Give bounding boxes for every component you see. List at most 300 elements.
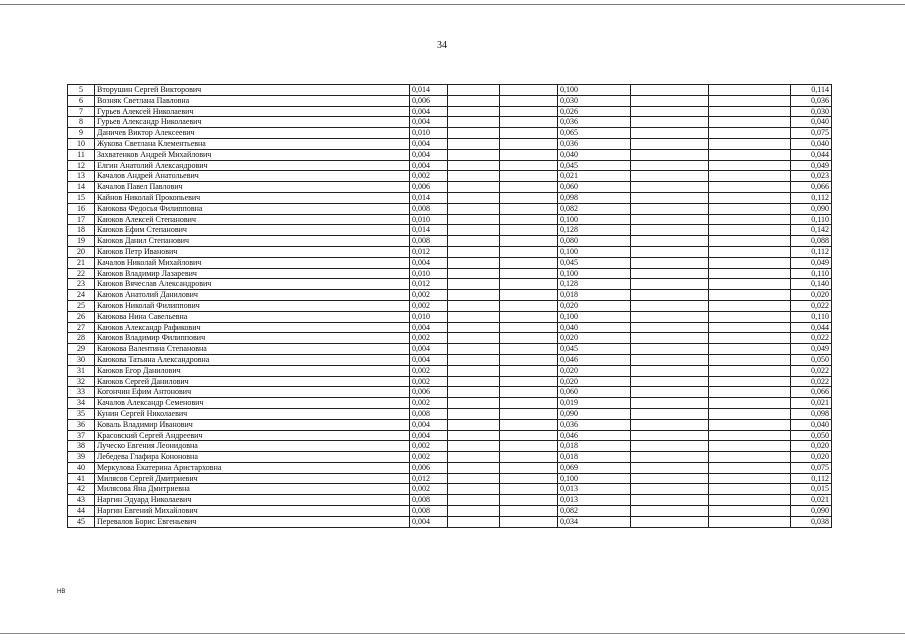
- empty-cell: [448, 236, 500, 247]
- table-row: [68, 160, 832, 171]
- share-b-cell: 0,021: [558, 171, 631, 182]
- share-a-cell: 0,004: [410, 149, 448, 160]
- owner-name-cell: Гурьев Алексей Николаевич: [95, 106, 410, 117]
- total-share-cell: 0,022: [791, 333, 832, 344]
- empty-cell: [631, 354, 709, 365]
- empty-cell: [631, 473, 709, 484]
- empty-cell: [631, 182, 709, 193]
- share-b-cell: 0,082: [558, 203, 631, 214]
- share-b-cell: 0,100: [558, 473, 631, 484]
- empty-cell: [709, 128, 791, 139]
- row-number-cell: 41: [68, 473, 95, 484]
- row-number-cell: 14: [68, 182, 95, 193]
- table-row: [68, 376, 832, 387]
- owner-name-cell: Кайнов Николай Прокопьевич: [95, 192, 410, 203]
- table-row: [68, 322, 832, 333]
- share-b-cell: 0,090: [558, 408, 631, 419]
- empty-cell: [709, 225, 791, 236]
- empty-cell: [631, 138, 709, 149]
- empty-cell: [709, 171, 791, 182]
- share-b-cell: 0,065: [558, 128, 631, 139]
- total-share-cell: 0,022: [791, 365, 832, 376]
- owner-name-cell: Каюкова Валентина Степановна: [95, 344, 410, 355]
- share-a-cell: 0,004: [410, 419, 448, 430]
- table-row: [68, 311, 832, 322]
- total-share-cell: 0,098: [791, 408, 832, 419]
- empty-cell: [709, 506, 791, 517]
- owner-name-cell: Качалов Александр Семенович: [95, 398, 410, 409]
- empty-cell: [631, 506, 709, 517]
- share-b-cell: 0,046: [558, 430, 631, 441]
- share-b-cell: 0,080: [558, 236, 631, 247]
- row-number-cell: 6: [68, 95, 95, 106]
- row-number-cell: 5: [68, 85, 95, 96]
- row-number-cell: 20: [68, 246, 95, 257]
- empty-cell: [709, 160, 791, 171]
- empty-cell: [448, 430, 500, 441]
- empty-cell: [631, 106, 709, 117]
- empty-cell: [448, 344, 500, 355]
- empty-cell: [709, 441, 791, 452]
- row-number-cell: 22: [68, 268, 95, 279]
- empty-cell: [631, 214, 709, 225]
- total-share-cell: 0,021: [791, 495, 832, 506]
- empty-cell: [500, 192, 558, 203]
- table-row: [68, 171, 832, 182]
- table-row: [68, 268, 832, 279]
- empty-cell: [631, 452, 709, 463]
- owner-name-cell: Качалов Николай Михайлович: [95, 257, 410, 268]
- share-a-cell: 0,002: [410, 333, 448, 344]
- register-table: [67, 84, 832, 528]
- total-share-cell: 0,030: [791, 106, 832, 117]
- table-row: [68, 452, 832, 463]
- table-row: [68, 516, 832, 527]
- empty-cell: [500, 506, 558, 517]
- row-number-cell: 30: [68, 354, 95, 365]
- share-a-cell: 0,004: [410, 354, 448, 365]
- share-a-cell: 0,006: [410, 182, 448, 193]
- empty-cell: [631, 225, 709, 236]
- share-b-cell: 0,036: [558, 419, 631, 430]
- empty-cell: [448, 160, 500, 171]
- empty-cell: [500, 149, 558, 160]
- empty-cell: [448, 408, 500, 419]
- share-a-cell: 0,002: [410, 452, 448, 463]
- share-b-cell: 0,040: [558, 322, 631, 333]
- empty-cell: [500, 257, 558, 268]
- empty-cell: [448, 376, 500, 387]
- empty-cell: [709, 311, 791, 322]
- row-number-cell: 13: [68, 171, 95, 182]
- owner-name-cell: Меркулова Екатерина Аристарховна: [95, 462, 410, 473]
- row-number-cell: 8: [68, 117, 95, 128]
- owner-name-cell: Каюкова Татьяна Александровна: [95, 354, 410, 365]
- empty-cell: [631, 203, 709, 214]
- share-b-cell: 0,034: [558, 516, 631, 527]
- table-row: [68, 419, 832, 430]
- share-a-cell: 0,008: [410, 236, 448, 247]
- table-row: [68, 214, 832, 225]
- table-row: [68, 290, 832, 301]
- empty-cell: [448, 106, 500, 117]
- total-share-cell: 0,112: [791, 192, 832, 203]
- empty-cell: [709, 322, 791, 333]
- share-b-cell: 0,060: [558, 182, 631, 193]
- owner-name-cell: Вторушин Сергей Викторович: [95, 85, 410, 96]
- empty-cell: [709, 268, 791, 279]
- table-row: [68, 85, 832, 96]
- empty-cell: [709, 192, 791, 203]
- empty-cell: [709, 333, 791, 344]
- share-b-cell: 0,082: [558, 506, 631, 517]
- share-b-cell: 0,128: [558, 279, 631, 290]
- empty-cell: [500, 225, 558, 236]
- empty-cell: [709, 246, 791, 257]
- table-row: [68, 117, 832, 128]
- empty-cell: [631, 290, 709, 301]
- empty-cell: [500, 484, 558, 495]
- total-share-cell: 0,040: [791, 138, 832, 149]
- row-number-cell: 10: [68, 138, 95, 149]
- empty-cell: [709, 516, 791, 527]
- owner-name-cell: Каюков Владимир Филиппович: [95, 333, 410, 344]
- total-share-cell: 0,075: [791, 462, 832, 473]
- table-row: [68, 106, 832, 117]
- share-b-cell: 0,013: [558, 495, 631, 506]
- empty-cell: [448, 452, 500, 463]
- share-b-cell: 0,036: [558, 138, 631, 149]
- total-share-cell: 0,020: [791, 452, 832, 463]
- owner-name-cell: Каюков Анатолий Данилович: [95, 290, 410, 301]
- row-number-cell: 17: [68, 214, 95, 225]
- empty-cell: [500, 408, 558, 419]
- empty-cell: [500, 354, 558, 365]
- share-b-cell: 0,100: [558, 214, 631, 225]
- empty-cell: [709, 106, 791, 117]
- total-share-cell: 0,112: [791, 473, 832, 484]
- empty-cell: [500, 473, 558, 484]
- empty-cell: [500, 452, 558, 463]
- empty-cell: [500, 268, 558, 279]
- row-number-cell: 12: [68, 160, 95, 171]
- table-row: [68, 95, 832, 106]
- empty-cell: [631, 387, 709, 398]
- empty-cell: [631, 322, 709, 333]
- empty-cell: [448, 462, 500, 473]
- empty-cell: [500, 246, 558, 257]
- total-share-cell: 0,020: [791, 290, 832, 301]
- owner-name-cell: Гурьев Александр Николаевич: [95, 117, 410, 128]
- empty-cell: [709, 182, 791, 193]
- empty-cell: [448, 171, 500, 182]
- empty-cell: [500, 495, 558, 506]
- total-share-cell: 0,090: [791, 203, 832, 214]
- row-number-cell: 35: [68, 408, 95, 419]
- share-b-cell: 0,040: [558, 149, 631, 160]
- empty-cell: [448, 192, 500, 203]
- total-share-cell: 0,088: [791, 236, 832, 247]
- empty-cell: [500, 516, 558, 527]
- empty-cell: [631, 128, 709, 139]
- empty-cell: [500, 85, 558, 96]
- total-share-cell: 0,110: [791, 311, 832, 322]
- total-share-cell: 0,090: [791, 506, 832, 517]
- empty-cell: [500, 182, 558, 193]
- owner-name-cell: Елгин Анатолий Александрович: [95, 160, 410, 171]
- empty-cell: [448, 473, 500, 484]
- empty-cell: [709, 85, 791, 96]
- owner-name-cell: Милясова Яна Дмитриевна: [95, 484, 410, 495]
- empty-cell: [631, 365, 709, 376]
- row-number-cell: 44: [68, 506, 95, 517]
- empty-cell: [709, 387, 791, 398]
- empty-cell: [631, 85, 709, 96]
- share-b-cell: 0,018: [558, 452, 631, 463]
- owner-name-cell: Качалов Павел Павлович: [95, 182, 410, 193]
- empty-cell: [448, 149, 500, 160]
- row-number-cell: 19: [68, 236, 95, 247]
- share-a-cell: 0,006: [410, 387, 448, 398]
- register-table-body: [68, 85, 832, 528]
- table-row: [68, 365, 832, 376]
- share-a-cell: 0,004: [410, 257, 448, 268]
- empty-cell: [500, 344, 558, 355]
- total-share-cell: 0,075: [791, 128, 832, 139]
- empty-cell: [448, 279, 500, 290]
- empty-cell: [448, 495, 500, 506]
- owner-name-cell: Лебедева Глафира Кононовна: [95, 452, 410, 463]
- empty-cell: [709, 214, 791, 225]
- total-share-cell: 0,049: [791, 344, 832, 355]
- empty-cell: [709, 257, 791, 268]
- empty-cell: [631, 160, 709, 171]
- owner-name-cell: Каюкова Федосья Филипповна: [95, 203, 410, 214]
- total-share-cell: 0,112: [791, 246, 832, 257]
- empty-cell: [448, 246, 500, 257]
- share-a-cell: 0,014: [410, 225, 448, 236]
- empty-cell: [448, 128, 500, 139]
- owner-name-cell: Каюков Александр Рафикович: [95, 322, 410, 333]
- share-b-cell: 0,020: [558, 300, 631, 311]
- row-number-cell: 26: [68, 311, 95, 322]
- total-share-cell: 0,110: [791, 214, 832, 225]
- share-b-cell: 0,019: [558, 398, 631, 409]
- share-a-cell: 0,002: [410, 484, 448, 495]
- share-a-cell: 0,012: [410, 246, 448, 257]
- share-b-cell: 0,030: [558, 95, 631, 106]
- total-share-cell: 0,040: [791, 419, 832, 430]
- share-a-cell: 0,004: [410, 344, 448, 355]
- empty-cell: [448, 506, 500, 517]
- empty-cell: [709, 344, 791, 355]
- share-b-cell: 0,020: [558, 365, 631, 376]
- empty-cell: [448, 365, 500, 376]
- empty-cell: [631, 117, 709, 128]
- row-number-cell: 34: [68, 398, 95, 409]
- owner-name-cell: Каюков Алексей Степанович: [95, 214, 410, 225]
- row-number-cell: 39: [68, 452, 95, 463]
- share-b-cell: 0,046: [558, 354, 631, 365]
- empty-cell: [500, 214, 558, 225]
- empty-cell: [709, 236, 791, 247]
- total-share-cell: 0,022: [791, 300, 832, 311]
- empty-cell: [448, 225, 500, 236]
- empty-cell: [709, 495, 791, 506]
- empty-cell: [500, 322, 558, 333]
- share-a-cell: 0,004: [410, 516, 448, 527]
- table-row: [68, 257, 832, 268]
- table-row: [68, 300, 832, 311]
- row-number-cell: 9: [68, 128, 95, 139]
- share-a-cell: 0,010: [410, 214, 448, 225]
- share-b-cell: 0,045: [558, 257, 631, 268]
- empty-cell: [631, 441, 709, 452]
- empty-cell: [500, 279, 558, 290]
- total-share-cell: 0,020: [791, 441, 832, 452]
- share-a-cell: 0,002: [410, 290, 448, 301]
- row-number-cell: 28: [68, 333, 95, 344]
- owner-name-cell: Каюков Егор Данилович: [95, 365, 410, 376]
- total-share-cell: 0,066: [791, 387, 832, 398]
- share-a-cell: 0,002: [410, 376, 448, 387]
- row-number-cell: 29: [68, 344, 95, 355]
- total-share-cell: 0,036: [791, 95, 832, 106]
- row-number-cell: 15: [68, 192, 95, 203]
- owner-name-cell: Каюков Сергей Данилович: [95, 376, 410, 387]
- empty-cell: [500, 333, 558, 344]
- empty-cell: [448, 484, 500, 495]
- empty-cell: [500, 138, 558, 149]
- empty-cell: [500, 290, 558, 301]
- share-a-cell: 0,004: [410, 160, 448, 171]
- total-share-cell: 0,023: [791, 171, 832, 182]
- row-number-cell: 42: [68, 484, 95, 495]
- table-row: [68, 182, 832, 193]
- share-a-cell: 0,010: [410, 311, 448, 322]
- share-b-cell: 0,098: [558, 192, 631, 203]
- empty-cell: [448, 203, 500, 214]
- share-b-cell: 0,060: [558, 387, 631, 398]
- table-row: [68, 246, 832, 257]
- empty-cell: [500, 376, 558, 387]
- empty-cell: [709, 117, 791, 128]
- owner-name-cell: Захватенков Андрей Михайлович: [95, 149, 410, 160]
- empty-cell: [448, 354, 500, 365]
- empty-cell: [709, 398, 791, 409]
- empty-cell: [500, 95, 558, 106]
- table-row: [68, 128, 832, 139]
- empty-cell: [500, 462, 558, 473]
- share-a-cell: 0,008: [410, 408, 448, 419]
- share-a-cell: 0,010: [410, 268, 448, 279]
- table-row: [68, 279, 832, 290]
- empty-cell: [709, 300, 791, 311]
- total-share-cell: 0,050: [791, 354, 832, 365]
- empty-cell: [709, 365, 791, 376]
- row-number-cell: 7: [68, 106, 95, 117]
- row-number-cell: 31: [68, 365, 95, 376]
- empty-cell: [500, 236, 558, 247]
- share-a-cell: 0,002: [410, 365, 448, 376]
- empty-cell: [448, 138, 500, 149]
- empty-cell: [709, 354, 791, 365]
- row-number-cell: 36: [68, 419, 95, 430]
- empty-cell: [709, 408, 791, 419]
- table-row: [68, 333, 832, 344]
- empty-cell: [448, 214, 500, 225]
- empty-cell: [631, 398, 709, 409]
- row-number-cell: 23: [68, 279, 95, 290]
- empty-cell: [631, 419, 709, 430]
- share-a-cell: 0,010: [410, 128, 448, 139]
- share-a-cell: 0,014: [410, 192, 448, 203]
- owner-name-cell: Коваль Владимир Иванович: [95, 419, 410, 430]
- empty-cell: [500, 117, 558, 128]
- table-row: [68, 473, 832, 484]
- share-a-cell: 0,004: [410, 117, 448, 128]
- empty-cell: [709, 484, 791, 495]
- table-row: [68, 354, 832, 365]
- total-share-cell: 0,015: [791, 484, 832, 495]
- owner-name-cell: Каюков Данил Степанович: [95, 236, 410, 247]
- total-share-cell: 0,038: [791, 516, 832, 527]
- owner-name-cell: Каюкова Нина Савельевна: [95, 311, 410, 322]
- share-b-cell: 0,069: [558, 462, 631, 473]
- empty-cell: [631, 333, 709, 344]
- empty-cell: [631, 462, 709, 473]
- page-number: 34: [437, 40, 447, 51]
- empty-cell: [500, 171, 558, 182]
- empty-cell: [631, 268, 709, 279]
- row-number-cell: 27: [68, 322, 95, 333]
- share-b-cell: 0,020: [558, 376, 631, 387]
- share-a-cell: 0,002: [410, 441, 448, 452]
- empty-cell: [448, 95, 500, 106]
- empty-cell: [500, 430, 558, 441]
- share-a-cell: 0,002: [410, 398, 448, 409]
- empty-cell: [500, 160, 558, 171]
- share-b-cell: 0,045: [558, 344, 631, 355]
- table-row: [68, 236, 832, 247]
- bottom-border-line: [0, 633, 905, 634]
- empty-cell: [448, 268, 500, 279]
- empty-cell: [448, 333, 500, 344]
- empty-cell: [500, 128, 558, 139]
- share-b-cell: 0,036: [558, 117, 631, 128]
- table-row: [68, 344, 832, 355]
- owner-name-cell: Каюков Петр Иванович: [95, 246, 410, 257]
- empty-cell: [631, 495, 709, 506]
- table-row: [68, 430, 832, 441]
- owner-name-cell: Качалов Андрей Анатольевич: [95, 171, 410, 182]
- table-row: [68, 462, 832, 473]
- empty-cell: [448, 300, 500, 311]
- owner-name-cell: Каюков Николай Филиппович: [95, 300, 410, 311]
- table-row: [68, 398, 832, 409]
- owner-name-cell: Наргин Евгений Михайлович: [95, 506, 410, 517]
- empty-cell: [709, 419, 791, 430]
- row-number-cell: 38: [68, 441, 95, 452]
- empty-cell: [448, 182, 500, 193]
- total-share-cell: 0,022: [791, 376, 832, 387]
- empty-cell: [631, 95, 709, 106]
- share-a-cell: 0,008: [410, 203, 448, 214]
- empty-cell: [500, 398, 558, 409]
- row-number-cell: 25: [68, 300, 95, 311]
- empty-cell: [709, 95, 791, 106]
- empty-cell: [631, 484, 709, 495]
